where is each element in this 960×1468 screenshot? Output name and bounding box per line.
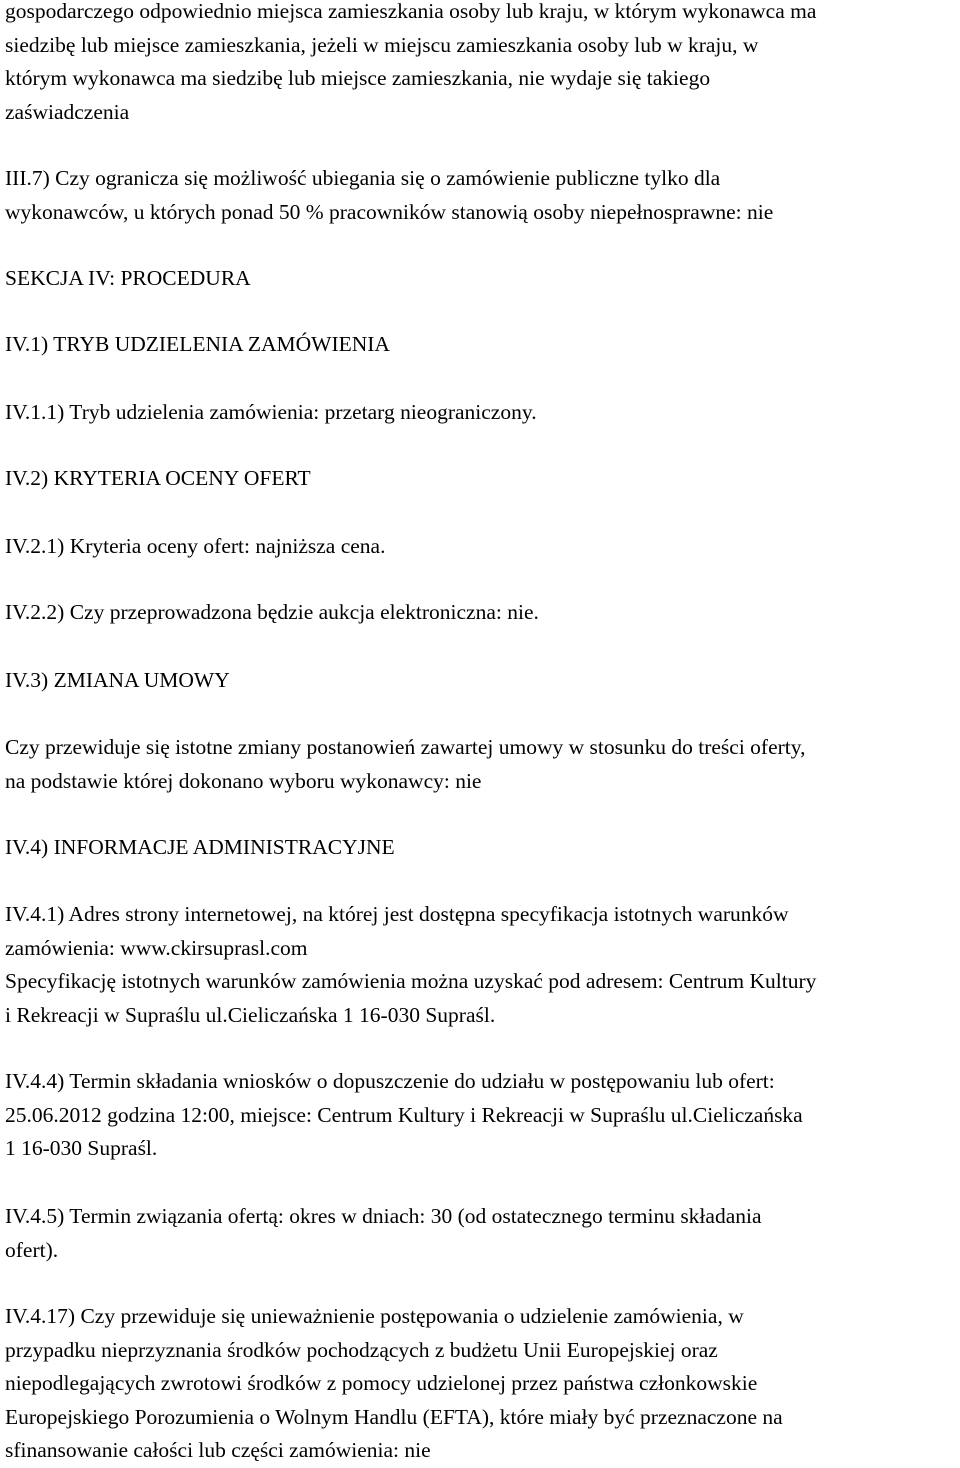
continuation-paragraph xyxy=(5,0,955,129)
text-line: IV.4.4) Termin składania wniosków o dopuszczenie do udziału w postępowaniu lub ofert: xyxy=(5,1069,775,1093)
heading-iv-2 xyxy=(5,462,955,496)
text-line: zamówienia: www.ckirsuprasl.com xyxy=(5,935,308,960)
text-line: sfinansowanie całości lub części zamówienia: nie xyxy=(5,1438,431,1462)
paragraph-iv-2-2 xyxy=(5,596,955,630)
text-line: III.7) Czy ogranicza się możliwość ubiegania się o zamówienie publiczne tylko dla xyxy=(5,166,721,190)
text-line: na podstawie której dokonano wyboru wykonawcy: nie xyxy=(5,768,482,793)
text-line: 1 16-030 Supraśl. xyxy=(5,1136,158,1160)
heading-iv-1 xyxy=(5,328,955,362)
text-line: IV.1.1) Tryb udzielenia zamówienia: przetarg nieograniczony. xyxy=(5,400,537,424)
text-line: zaświadczenia xyxy=(5,99,130,124)
text-line: IV.4.1) Adres strony internetowej, na której jest dostępna specyfikacja istotnych warunków xyxy=(5,902,789,926)
text-line: i Rekreacji w Supraślu ul.Cieliczańska 1 16-030 Supraśl. xyxy=(5,1002,496,1027)
paragraph-iv-4-1 xyxy=(5,898,955,1032)
paragraph-iv-2-1 xyxy=(5,530,955,564)
text-line: Specyfikację istotnych warunków zamówienia można uzyskać pod adresem: Centrum Kultury xyxy=(5,969,817,993)
text-line: ofert). xyxy=(5,1237,59,1262)
section-heading-iv xyxy=(5,262,955,296)
paragraph-iv-1-1 xyxy=(5,396,955,430)
text-line: IV.2.1) Kryteria oceny ofert: najniższa cena. xyxy=(5,534,386,558)
subsection-title: IV.1) TRYB UDZIELENIA ZAMÓWIENIA xyxy=(5,332,390,356)
paragraph-iii-7 xyxy=(5,162,955,229)
subsection-title: IV.4) INFORMACJE ADMINISTRACYJNE xyxy=(5,835,395,859)
text-line: przypadku nieprzyznania środków pochodzących z budżetu Unii Europejskiej oraz xyxy=(5,1337,718,1362)
paragraph-iv-3 xyxy=(5,731,955,798)
text-line: którym wykonawca ma siedzibę lub miejsce zamieszkania, nie wydaje się takiego xyxy=(5,66,711,90)
text-line: 25.06.2012 godzina 12:00, miejsce: Centrum Kultury i Rekreacji w Supraślu ul.Cieliczańska xyxy=(5,1102,803,1127)
heading-iv-4 xyxy=(5,831,955,865)
text-line: siedzibę lub miejsce zamieszkania, jeżeli w miejscu zamieszkania osoby lub w kraju, w xyxy=(5,32,759,57)
heading-iv-3 xyxy=(5,664,955,698)
paragraph-iv-4-5 xyxy=(5,1200,955,1267)
text-line: Czy przewiduje się istotne zmiany postanowień zawartej umowy w stosunku do treści oferty, xyxy=(5,735,806,759)
section-title: SEKCJA IV: PROCEDURA xyxy=(5,266,251,290)
text-line: IV.4.5) Termin związania ofertą: okres w dniach: 30 (od ostatecznego terminu składania xyxy=(5,1204,762,1228)
subsection-title: IV.2) KRYTERIA OCENY OFERT xyxy=(5,466,311,490)
paragraph-iv-4-17 xyxy=(5,1300,955,1468)
text-line: gospodarczego odpowiednio miejsca zamieszkania osoby lub kraju, w którym wykonawca ma xyxy=(5,0,817,23)
paragraph-iv-4-4 xyxy=(5,1065,955,1166)
text-line: IV.2.2) Czy przeprowadzona będzie aukcja elektroniczna: nie. xyxy=(5,600,539,624)
text-line: IV.4.17) Czy przewiduje się unieważnienie postępowania o udzielenie zamówienia, w xyxy=(5,1304,744,1328)
text-line: Europejskiego Porozumienia o Wolnym Handlu (EFTA), które miały być przeznaczone na xyxy=(5,1404,783,1429)
subsection-title: IV.3) ZMIANA UMOWY xyxy=(5,668,230,692)
text-line: niepodlegających zwrotowi środków z pomocy udzielonej przez państwa członkowskie xyxy=(5,1371,758,1395)
text-line: wykonawców, u których ponad 50 % pracowników stanowią osoby niepełnosprawne: nie xyxy=(5,199,774,224)
